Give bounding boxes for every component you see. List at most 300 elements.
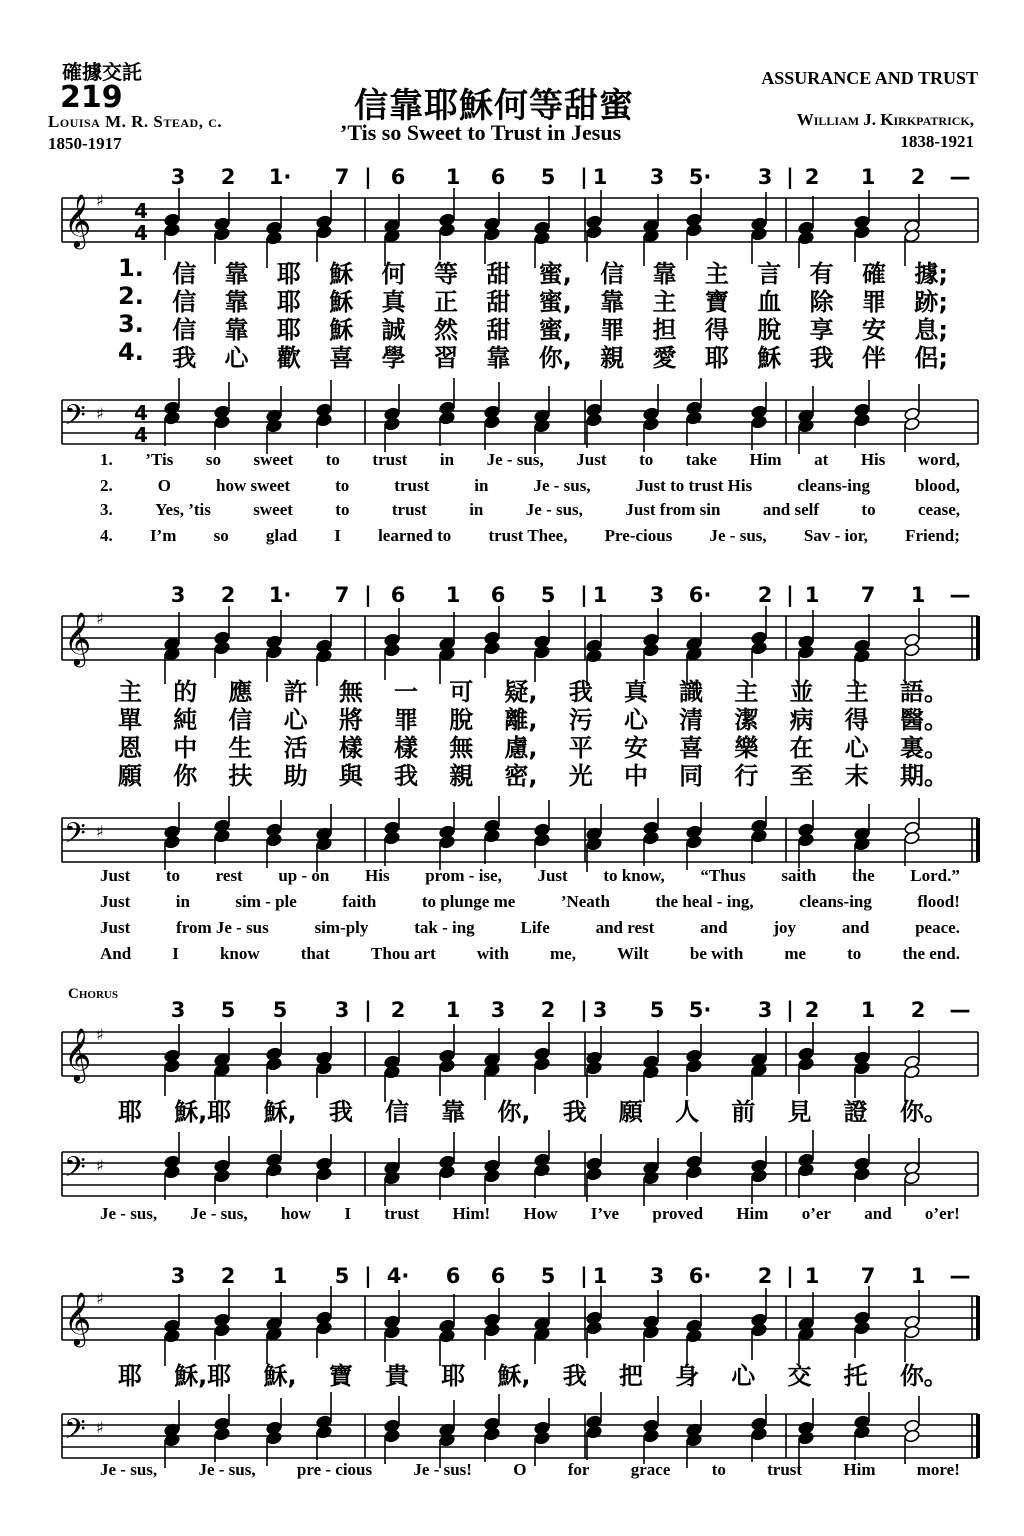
jianpu-note: 5 xyxy=(540,165,556,189)
lyric-word-english: Life xyxy=(520,918,550,937)
lyric-syllable-chinese: 純 xyxy=(173,706,198,734)
lyric-word-english: Thou art xyxy=(371,944,436,963)
treble-note-head xyxy=(686,1059,703,1073)
treble-note-head xyxy=(643,1065,660,1079)
lyric-syllable-chinese: 罪 xyxy=(861,288,886,316)
lyric-word-english: trust xyxy=(391,500,427,519)
lyric-word-english: and xyxy=(700,918,728,937)
jianpu-note: 2 xyxy=(804,998,820,1022)
lyric-syllable-chinese: 靠 xyxy=(441,1098,466,1126)
lyric-line-chinese xyxy=(118,338,948,373)
jianpu-note: 1 xyxy=(804,583,820,607)
lyric-syllable-chinese: 單 xyxy=(118,706,142,734)
bass-clef-icon: 𝄢 xyxy=(64,817,86,857)
treble-clef-icon: 𝄞 xyxy=(64,193,92,247)
lyric-word-english: trust Thee, xyxy=(488,526,568,545)
lyric-word-english: to xyxy=(335,476,350,495)
lyric-word-english: Pre-cious xyxy=(604,526,673,545)
lyric-word-english: Friend; xyxy=(905,526,960,545)
lyric-word-english: Just xyxy=(537,866,568,885)
lyric-syllable-chinese: 你。 xyxy=(899,1098,948,1126)
lyric-word-english: prom - ise, xyxy=(425,866,502,885)
bass-note-head xyxy=(643,1429,660,1443)
jianpu-note: 2 xyxy=(757,1264,773,1288)
lyric-word-english: be with xyxy=(689,944,744,963)
treble-note-head xyxy=(798,1057,815,1071)
treble-note-head xyxy=(384,643,401,657)
jianpu-note: 3 xyxy=(170,1264,186,1288)
treble-note-head xyxy=(484,1323,501,1337)
jianpu-note: 5· xyxy=(688,998,712,1022)
jianpu-note: 5 xyxy=(540,583,556,607)
lyric-word-english: to xyxy=(165,866,181,885)
jianpu-note: 1 xyxy=(910,1264,926,1288)
lyric-syllable-chinese: 交 xyxy=(787,1362,812,1390)
lyric-word-english: How xyxy=(523,1204,558,1223)
lyric-word-english: for xyxy=(567,1460,590,1479)
lyric-syllable-chinese: 可 xyxy=(449,678,474,706)
lyric-syllable-chinese: 你 xyxy=(173,762,198,790)
lyric-syllable-chinese: 樂 xyxy=(734,734,759,762)
lyric-syllable-chinese: 醫。 xyxy=(899,706,948,734)
lyric-line-chinese xyxy=(118,1092,948,1127)
jianpu-note: 3 xyxy=(490,998,506,1022)
lyric-syllable-chinese: 得 xyxy=(844,706,869,734)
lyric-word-english: in xyxy=(469,500,484,519)
lyric-word-english: the xyxy=(851,866,875,885)
lyric-syllable-chinese: 識 xyxy=(679,678,704,706)
lyric-syllable-chinese: 跡; xyxy=(914,288,948,316)
lyric-syllable-chinese: 耶 xyxy=(276,260,301,288)
lyric-word-english: O xyxy=(513,1460,527,1479)
topic-label: ASSURANCE AND TRUST xyxy=(761,68,978,88)
lyric-word-english: Je - sus, xyxy=(100,1460,158,1479)
lyric-syllable-chinese: 扶 xyxy=(228,762,253,790)
jianpu-note: 2 xyxy=(910,165,926,189)
treble-note-head xyxy=(384,1325,401,1339)
lyric-syllable-chinese: 證 xyxy=(843,1098,868,1126)
bass-note-head xyxy=(534,1163,551,1177)
lyric-syllable-chinese: 親 xyxy=(600,344,625,372)
lyric-word-english: to xyxy=(335,500,350,519)
lyric-syllable-chinese: 耶 xyxy=(441,1362,466,1390)
jianpu-note: 3 xyxy=(334,998,350,1022)
lyric-word-english: me, xyxy=(550,944,576,963)
lyric-word-english: Him! xyxy=(452,1204,491,1223)
lyric-syllable-chinese: 侶; xyxy=(914,344,948,372)
bass-note-head xyxy=(751,1427,768,1441)
treble-note-head xyxy=(751,227,768,241)
lyric-syllable-chinese: 穌, xyxy=(263,1098,297,1126)
lyric-word-english: and xyxy=(864,1204,892,1223)
bass-note-head xyxy=(214,1427,231,1441)
lyric-word-english: Him xyxy=(749,450,782,469)
lyric-syllable-chinese: 耶 xyxy=(118,1098,142,1126)
time-signature-bottom: 4 xyxy=(134,423,148,447)
bass-note-head xyxy=(266,1163,283,1177)
lyric-syllable-chinese: 真 xyxy=(623,678,648,706)
jianpu-note: 1 xyxy=(445,583,461,607)
bass-note-head xyxy=(686,1165,703,1179)
jianpu-note: 5 xyxy=(334,1264,350,1288)
lyric-syllable-chinese: 甜 xyxy=(486,316,511,344)
bass-note-head xyxy=(798,419,815,433)
jianpu-bar: | xyxy=(786,1264,794,1288)
lyric-syllable-chinese: 穌,耶 xyxy=(174,1362,232,1390)
lyric-word-english: trust xyxy=(372,450,408,469)
jianpu-note: 1· xyxy=(268,583,292,607)
lyric-word-english: to xyxy=(711,1460,726,1479)
bass-note-head xyxy=(316,413,333,427)
lyric-word-english: tak - ing xyxy=(414,918,475,937)
lyric-syllable-chinese: 穌 xyxy=(757,344,782,372)
lyric-word-english: Just from sin xyxy=(625,500,721,519)
bass-note-head xyxy=(534,419,551,433)
lyric-word-english: Just xyxy=(100,918,131,937)
lyric-syllable-chinese: 無 xyxy=(338,678,363,706)
treble-note-head xyxy=(751,641,768,655)
treble-key-sharp-icon: ♯ xyxy=(96,609,104,628)
lyric-syllable-chinese: 無 xyxy=(449,734,474,762)
time-signature-top: 4 xyxy=(134,199,148,223)
lyric-line-chinese xyxy=(118,756,948,791)
jianpu-note: 1 xyxy=(272,1264,288,1288)
author-dates: 1850-1917 xyxy=(48,134,122,153)
treble-note-head xyxy=(534,1057,551,1071)
lyric-syllable-chinese: 把 xyxy=(618,1362,643,1390)
lyric-syllable-chinese: 穌,耶 xyxy=(174,1098,232,1126)
lyric-syllable-chinese: 密, xyxy=(504,762,538,790)
bass-note-head xyxy=(751,1169,768,1183)
treble-note-head xyxy=(686,1329,703,1343)
treble-note-head xyxy=(643,643,660,657)
lyric-syllable-chinese: 病 xyxy=(789,706,814,734)
lyric-syllable-chinese: 主 xyxy=(734,678,759,706)
lyric-line-english xyxy=(100,526,960,546)
jianpu-bar: | xyxy=(580,1264,588,1288)
lyric-word-english: to xyxy=(861,500,876,519)
lyric-word-english: sweet xyxy=(253,500,293,519)
treble-note-head xyxy=(854,1061,871,1075)
lyric-word-english: peace. xyxy=(915,918,960,937)
bass-note-head xyxy=(164,1165,181,1179)
lyric-word-english: Je - sus! xyxy=(413,1460,472,1479)
lyric-word-english: 4. xyxy=(100,526,113,545)
lyric-syllable-chinese: 穌 xyxy=(329,288,354,316)
bass-note-head xyxy=(904,831,921,845)
bass-key-sharp-icon: ♯ xyxy=(96,404,104,423)
lyric-word-english: Wilt xyxy=(617,944,649,963)
lyric-word-english: to plunge me xyxy=(421,892,516,911)
chorus-label: Chorus xyxy=(68,986,118,1002)
jianpu-note: 2 xyxy=(220,165,236,189)
jianpu-bar: | xyxy=(580,998,588,1022)
lyric-word-english: Je - sus, xyxy=(709,526,767,545)
lyric-word-english: more! xyxy=(916,1460,960,1479)
jianpu-note: 5 xyxy=(220,998,236,1022)
lyric-syllable-chinese: 慮, xyxy=(504,734,538,762)
lyric-word-english: O xyxy=(157,476,171,495)
lyric-word-english: to xyxy=(847,944,862,963)
jianpu-note: 2 xyxy=(540,998,556,1022)
lyric-syllable-chinese: 言 xyxy=(757,260,782,288)
jianpu-note: 3 xyxy=(649,1264,665,1288)
lyric-word-english: I xyxy=(334,526,341,545)
lyric-word-english: joy xyxy=(773,918,797,937)
lyric-syllable-chinese: 等 xyxy=(433,260,458,288)
lyric-syllable-chinese: 並 xyxy=(789,678,814,706)
hymn-number: 219 xyxy=(60,80,123,115)
lyric-line-english xyxy=(100,450,960,470)
lyric-syllable-chinese: 許 xyxy=(283,678,308,706)
bass-note-head xyxy=(854,1167,871,1181)
lyric-word-english: Him xyxy=(736,1204,769,1223)
bass-note-head xyxy=(266,419,283,433)
bass-note-head xyxy=(316,1425,333,1439)
treble-note-head xyxy=(214,641,231,655)
bass-note-head xyxy=(686,835,703,849)
treble-note-head xyxy=(798,645,815,659)
lyric-syllable-chinese: 托 xyxy=(843,1362,868,1390)
lyric-syllable-chinese: 信 xyxy=(385,1098,409,1126)
lyric-word-english: to xyxy=(639,450,654,469)
lyric-word-english: “Thus xyxy=(700,866,746,885)
lyric-syllable-chinese: 前 xyxy=(731,1098,756,1126)
lyric-word-english: o’er xyxy=(801,1204,831,1223)
lyric-syllable-chinese: 行 xyxy=(734,762,759,790)
lyric-syllable-chinese: 穌, xyxy=(263,1362,297,1390)
bass-note-head xyxy=(214,415,231,429)
lyric-syllable-chinese: 主 xyxy=(704,260,729,288)
lyric-word-english: I xyxy=(344,1204,351,1223)
treble-note-head xyxy=(798,231,815,245)
treble-note-head xyxy=(484,227,501,241)
lyric-syllable-chinese: 與 xyxy=(338,762,363,790)
lyric-word-english: and rest xyxy=(595,918,655,937)
lyric-syllable-chinese: 除 xyxy=(809,288,834,316)
lyric-word-english: ’Tis xyxy=(145,450,174,469)
lyric-syllable-chinese: 得 xyxy=(704,316,729,344)
lyric-syllable-chinese: 潔 xyxy=(734,706,759,734)
jianpu-bar: | xyxy=(786,583,794,607)
lyric-syllable-chinese: 信 xyxy=(600,260,625,288)
lyric-syllable-chinese: 何 xyxy=(381,260,406,288)
lyric-syllable-chinese: 信 xyxy=(172,260,197,288)
lyric-word-english: Je - sus, xyxy=(198,1460,256,1479)
bass-note-head xyxy=(484,829,501,843)
jianpu-note: 1 xyxy=(592,165,608,189)
jianpu-note: 5 xyxy=(272,998,288,1022)
lyric-syllable-chinese: 靠 xyxy=(600,288,625,316)
lyric-word-english: so xyxy=(213,526,229,545)
lyric-syllable-chinese: 據; xyxy=(914,260,948,288)
lyric-word-english: from Je - sus xyxy=(176,918,269,937)
lyric-syllable-chinese: 心 xyxy=(224,344,249,372)
lyric-syllable-chinese: 4. xyxy=(118,338,144,366)
lyric-syllable-chinese: 應 xyxy=(228,678,253,706)
treble-note-head xyxy=(854,1321,871,1335)
lyric-syllable-chinese: 平 xyxy=(568,734,593,762)
lyric-syllable-chinese: 離, xyxy=(504,706,538,734)
treble-note-head xyxy=(484,641,501,655)
bass-note-head xyxy=(214,1169,231,1183)
treble-key-sharp-icon: ♯ xyxy=(96,1025,104,1044)
treble-note-head xyxy=(439,223,456,237)
lyric-syllable-chinese: 靠 xyxy=(224,316,249,344)
lyric-word-english: pre - cious xyxy=(296,1460,373,1479)
lyric-word-english: flood! xyxy=(917,892,960,911)
title-chinese: 信靠耶穌何等甜蜜 xyxy=(354,86,634,126)
treble-note-head xyxy=(214,227,231,241)
bass-note-head xyxy=(586,837,603,851)
composer-name: William J. Kirkpatrick, xyxy=(796,110,974,129)
bass-note-head xyxy=(904,1171,921,1185)
lyric-word-english: how sweet xyxy=(215,476,291,495)
treble-note-head xyxy=(854,649,871,663)
lyric-word-english: the end. xyxy=(902,944,960,963)
bass-note-head xyxy=(854,413,871,427)
bass-note-head xyxy=(164,411,181,425)
bass-note-head xyxy=(643,831,660,845)
jianpu-note: 3 xyxy=(649,165,665,189)
jianpu-row xyxy=(0,1264,1024,1294)
lyric-syllable-chinese: 喜 xyxy=(679,734,704,762)
treble-note-head xyxy=(586,1061,603,1075)
lyric-syllable-chinese: 我 xyxy=(562,1098,587,1126)
lyric-word-english: at xyxy=(814,450,829,469)
lyric-syllable-chinese: 寶 xyxy=(704,288,729,316)
lyric-syllable-chinese: 污 xyxy=(568,706,593,734)
lyric-syllable-chinese: 耶 xyxy=(276,288,301,316)
lyric-syllable-chinese: 你, xyxy=(497,1098,531,1126)
lyric-word-english: saith xyxy=(781,866,817,885)
lyric-syllable-chinese: 穌 xyxy=(329,260,354,288)
jianpu-note: — xyxy=(949,583,971,607)
jianpu-note: 7 xyxy=(860,1264,876,1288)
jianpu-note: 1 xyxy=(445,998,461,1022)
jianpu-note: 1 xyxy=(860,998,876,1022)
jianpu-note: 1 xyxy=(860,165,876,189)
lyric-syllable-chinese: 有 xyxy=(809,260,834,288)
lyric-syllable-chinese: 在 xyxy=(789,734,814,762)
lyric-syllable-chinese: 脫 xyxy=(449,706,474,734)
jianpu-note: 3 xyxy=(757,165,773,189)
lyric-syllable-chinese: 心 xyxy=(731,1362,756,1390)
lyric-syllable-chinese: 心 xyxy=(623,706,648,734)
lyric-word-english: up - on xyxy=(278,866,330,885)
treble-note-head xyxy=(316,225,333,239)
lyric-syllable-chinese: 寶 xyxy=(328,1362,353,1390)
lyric-syllable-chinese: 罪 xyxy=(600,316,625,344)
lyric-syllable-chinese: 主 xyxy=(652,288,677,316)
treble-note-head xyxy=(534,231,551,245)
lyric-syllable-chinese: 樣 xyxy=(338,734,363,762)
bass-note-head xyxy=(643,1171,660,1185)
treble-clef-icon: 𝄞 xyxy=(64,611,92,665)
bass-note-head xyxy=(316,1167,333,1181)
lyric-syllable-chinese: 3. xyxy=(118,310,144,338)
lyric-syllable-chinese: 我 xyxy=(172,344,197,372)
jianpu-bar: | xyxy=(580,165,588,189)
lyric-syllable-chinese: 耶 xyxy=(704,344,729,372)
lyric-word-english: Lord.” xyxy=(910,866,960,885)
bass-note-head xyxy=(439,411,456,425)
lyric-word-english: I’ve xyxy=(590,1204,620,1223)
bass-note-head xyxy=(384,1171,401,1185)
lyric-word-english: to xyxy=(325,450,340,469)
bass-clef-icon: 𝄢 xyxy=(64,399,86,439)
lyric-word-english: in xyxy=(175,892,190,911)
lyric-syllable-chinese: 罪 xyxy=(394,706,419,734)
bass-note-head xyxy=(854,837,871,851)
treble-note-head xyxy=(686,223,703,237)
jianpu-note: 6· xyxy=(688,1264,712,1288)
lyric-syllable-chinese: 誠 xyxy=(381,316,406,344)
lyric-syllable-chinese: 血 xyxy=(757,288,782,316)
lyric-syllable-chinese: 信 xyxy=(228,706,253,734)
treble-note-head xyxy=(439,1329,456,1343)
bass-note-head xyxy=(586,413,603,427)
jianpu-note: 1 xyxy=(804,1264,820,1288)
lyric-word-english: Je - sus, xyxy=(533,476,591,495)
lyric-syllable-chinese: 助 xyxy=(283,762,308,790)
lyric-line-english xyxy=(100,866,960,886)
lyric-syllable-chinese: 主 xyxy=(844,678,869,706)
jianpu-note: 1· xyxy=(268,165,292,189)
lyric-syllable-chinese: 靠 xyxy=(224,260,249,288)
treble-note-head xyxy=(384,1065,401,1079)
bass-note-head xyxy=(164,835,181,849)
lyric-word-english: Just to trust His xyxy=(635,476,753,495)
lyric-word-english: His xyxy=(860,450,886,469)
lyric-syllable-chinese: 愛 xyxy=(652,344,677,372)
lyric-syllable-chinese: 中 xyxy=(173,734,198,762)
bass-note-head xyxy=(316,837,333,851)
bass-note-head xyxy=(439,1433,456,1447)
lyric-syllable-chinese: 蜜, xyxy=(538,316,572,344)
lyric-word-english: 3. xyxy=(100,500,113,519)
lyric-word-english: 2. xyxy=(100,476,113,495)
lyric-word-english: o’er! xyxy=(924,1204,960,1223)
bass-clef-icon: 𝄢 xyxy=(64,1151,86,1191)
jianpu-note: 2 xyxy=(390,998,406,1022)
lyric-syllable-chinese: 穌 xyxy=(329,316,354,344)
bass-note-head xyxy=(439,1165,456,1179)
lyric-word-english: I xyxy=(172,944,179,963)
treble-note-head xyxy=(586,225,603,239)
title-english: ’Tis so Sweet to Trust in Jesus xyxy=(340,120,622,145)
lyric-syllable-chinese: 裏。 xyxy=(899,734,948,762)
lyric-word-english: trust xyxy=(394,476,430,495)
lyric-syllable-chinese: 脫 xyxy=(757,316,782,344)
lyric-word-english: sim-ply xyxy=(314,918,369,937)
lyric-syllable-chinese: 靠 xyxy=(652,260,677,288)
lyric-syllable-chinese: 語。 xyxy=(899,678,948,706)
lyric-word-english: Je - sus, xyxy=(100,1204,158,1223)
treble-note-head xyxy=(164,1059,181,1073)
lyric-syllable-chinese: 蜜, xyxy=(538,288,572,316)
lyric-syllable-chinese: 恩 xyxy=(118,734,142,762)
lyric-syllable-chinese: 耶 xyxy=(276,316,301,344)
lyric-syllable-chinese: 然 xyxy=(433,316,458,344)
treble-note-head xyxy=(751,1323,768,1337)
lyric-syllable-chinese: 正 xyxy=(433,288,458,316)
time-signature-top: 4 xyxy=(134,401,148,425)
category-label: 確據交託 xyxy=(62,60,142,84)
lyric-word-english: take xyxy=(685,450,717,469)
lyric-syllable-chinese: 伴 xyxy=(861,344,886,372)
lyric-syllable-chinese: 貴 xyxy=(385,1362,409,1390)
